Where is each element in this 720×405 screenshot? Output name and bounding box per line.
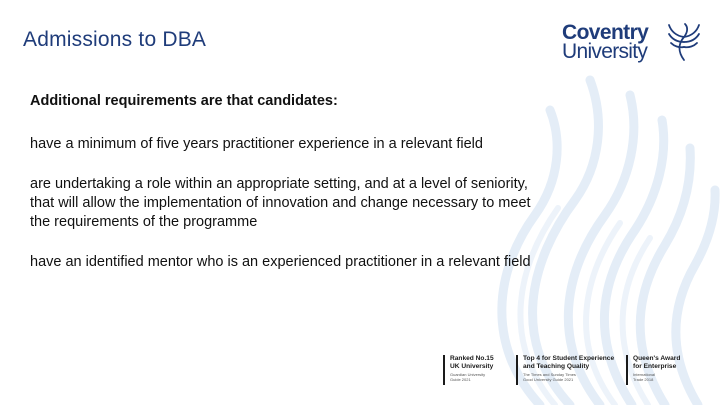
- award-source: [523, 372, 576, 382]
- award-source-line: Good University Guide 2021: [523, 377, 574, 382]
- award-source: [450, 372, 485, 382]
- requirement-1: have a minimum of five years practitioner experience in a relevant field: [30, 136, 483, 152]
- phoenix-icon: [666, 22, 702, 62]
- requirement-3: have an identified mentor who is an experienced practitioner in a relevant field: [30, 254, 531, 270]
- logo-line-2: University: [562, 40, 648, 63]
- award-source-line: Guardian University: [450, 372, 486, 377]
- award-title: [633, 355, 680, 370]
- body-content: [30, 92, 540, 293]
- award-title-line: for Enterprise: [633, 362, 677, 370]
- award-title-line: Ranked No.15: [450, 355, 494, 362]
- awards-strip: [443, 355, 703, 385]
- award-source: [633, 372, 655, 382]
- award-source-line: International: [633, 372, 656, 377]
- award-divider: [626, 355, 628, 385]
- university-logo: [562, 22, 702, 66]
- logo-line-1: Coventry: [562, 21, 649, 44]
- award-title: [523, 355, 614, 370]
- award-divider: [516, 355, 518, 385]
- award-title-line: UK University: [450, 362, 494, 370]
- award-title: [450, 355, 494, 370]
- award-title-line: and Teaching Quality: [523, 362, 590, 370]
- page-title: Admissions to DBA: [23, 28, 207, 51]
- requirement-2: are undertaking a role within an appropriate setting, and at a level of seniority, that will allow the implementation of innovation and change necessary to meet the requirements of the programme: [30, 176, 531, 230]
- award-divider: [443, 355, 445, 385]
- award-source-line: Guide 2021: [450, 377, 471, 382]
- lead-text: Additional requirements are that candidates:: [30, 93, 338, 109]
- award-title-line: Queen's Award: [633, 355, 681, 362]
- award-source-line: The Times and Sunday Times: [523, 372, 576, 377]
- award-title-line: Top 4 for Student Experience: [523, 355, 615, 362]
- award-source-line: Trade 2018: [633, 377, 654, 382]
